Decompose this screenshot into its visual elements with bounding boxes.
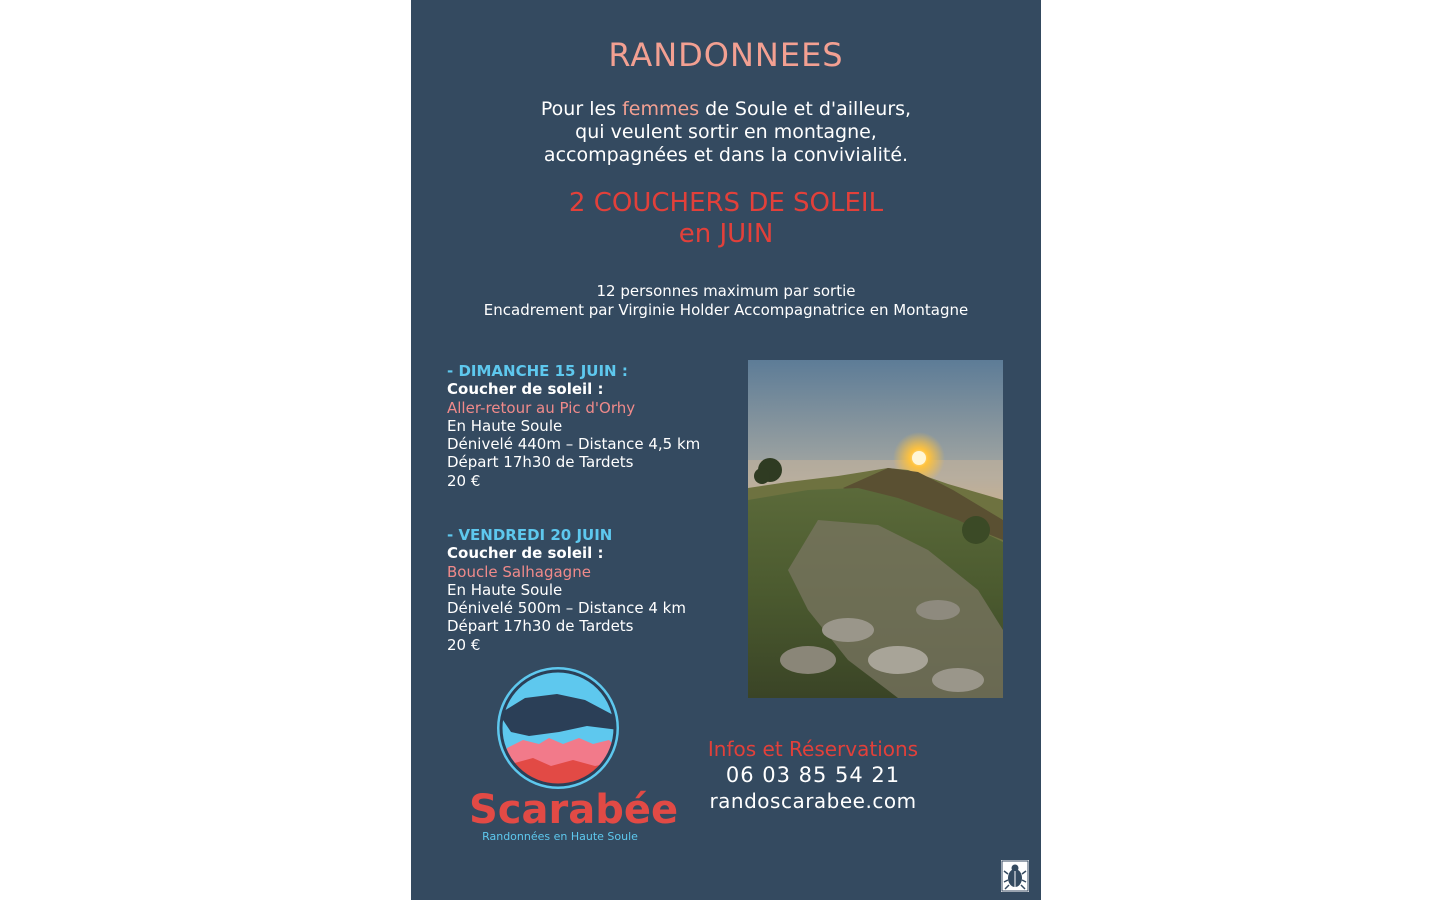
event-price: 20 € xyxy=(447,471,481,490)
event-departure: Départ 17h30 de Tardets xyxy=(447,617,634,636)
intro-line-1-end: de Soule et d'ailleurs, xyxy=(699,98,912,120)
intro-line-1-start: Pour les xyxy=(540,98,623,120)
sunset-ridge-photo xyxy=(748,360,1003,698)
event-date: - DIMANCHE 15 JUIN : xyxy=(447,362,628,380)
event-route: Boucle Salhagagne xyxy=(447,562,591,581)
beetle-icon xyxy=(1001,860,1029,892)
event-friday xyxy=(447,526,757,654)
poster xyxy=(411,0,1041,900)
event-date: - VENDREDI 20 JUIN xyxy=(447,526,613,544)
poster-title: RANDONNEES xyxy=(608,36,844,74)
contact-website[interactable]: randoscarabee.com xyxy=(709,789,917,813)
event-area: En Haute Soule xyxy=(447,580,563,599)
headline xyxy=(411,188,1041,250)
info-block xyxy=(411,282,1041,320)
contact-phone: 06 03 85 54 21 xyxy=(725,763,901,787)
contact-label: Infos et Réservations xyxy=(707,737,919,761)
intro-highlight: femmes xyxy=(622,98,700,120)
brand-tagline: Randonnées en Haute Soule xyxy=(482,830,638,843)
event-subtitle: Coucher de soleil : xyxy=(447,544,604,563)
info-capacity: 12 personnes maximum par sortie xyxy=(596,282,856,300)
headline-line-2: en JUIN xyxy=(678,219,774,249)
event-stats: Dénivelé 440m – Distance 4,5 km xyxy=(447,435,701,454)
contact-block xyxy=(693,736,933,814)
intro-line-1 xyxy=(411,98,1041,121)
event-price: 20 € xyxy=(447,635,481,654)
brand-name: Scarabée xyxy=(469,787,679,833)
intro-line-2: qui veulent sortir en montagne, xyxy=(575,121,877,143)
event-route: Aller-retour au Pic d'Orhy xyxy=(447,398,636,417)
event-subtitle: Coucher de soleil : xyxy=(447,380,604,399)
headline-line-1: 2 COUCHERS DE SOLEIL xyxy=(568,188,884,218)
event-departure: Départ 17h30 de Tardets xyxy=(447,453,634,472)
event-stats: Dénivelé 500m – Distance 4 km xyxy=(447,599,686,618)
event-sunday xyxy=(447,362,757,490)
event-area: En Haute Soule xyxy=(447,416,563,435)
intro-text xyxy=(411,98,1041,167)
intro-line-3: accompagnées et dans la convivialité. xyxy=(543,144,909,166)
info-guide: Encadrement par Virginie Holder Accompagnatrice en Montagne xyxy=(483,301,969,319)
